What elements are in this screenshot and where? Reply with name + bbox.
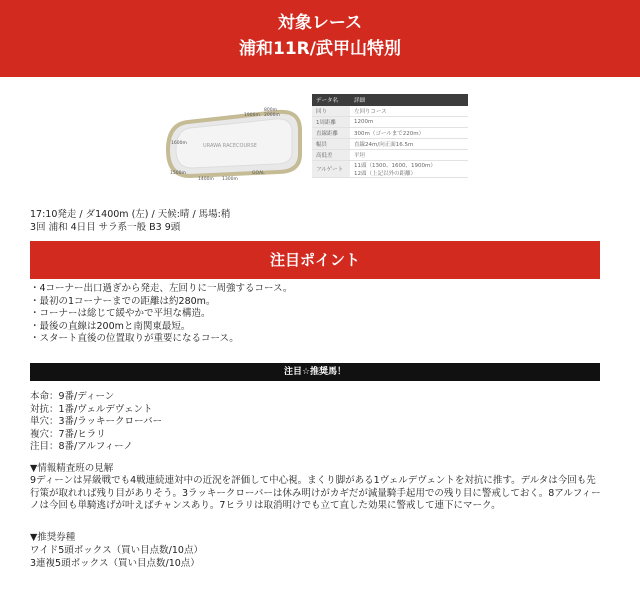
table-header-key: データ名 [312,94,350,106]
table-value-line2: 12頭（上記以外の距離） [354,171,416,177]
mark-1300: 1300m [222,177,238,182]
list-item: 単穴：3番/ラッキークローバー [30,416,163,427]
table-value: 1200m [350,117,468,128]
course-map-svg [160,100,305,188]
table-key: 回り [312,106,350,117]
table-key: 直線距離 [312,128,350,139]
picks-list [30,391,162,454]
header-title: 対象レース [277,13,363,33]
table-header-value: 詳細 [350,94,468,106]
mark-1400: 1400m [198,177,214,182]
table-key: 幅員 [312,139,350,150]
list-item: 対抗：1番/ヴェルデヴェント [30,403,153,415]
list-item: 本命：9番/ディーン [30,391,115,402]
table-row [312,128,468,139]
list-item: ワイド5頭ボックス（買い目点数/10点） [30,545,203,556]
list-item: ・スタート直後の位置取りが重要になるコース。 [30,333,239,344]
race-info-line2: 3回 浦和 4日目 サラ系一般 B3 9頭 [30,222,181,233]
list-item: 3連複5頭ボックス（買い目点数/10点） [30,557,200,569]
table-value: 左回りコース [350,106,468,117]
race-header [0,0,640,77]
table-row [312,161,468,178]
list-item: ・最初の1コーナーまでの距離は約280m。 [30,295,216,307]
table-key: フルゲート [312,161,350,178]
mark-800: 800m [264,108,277,113]
points-list [30,283,292,346]
table-row [312,139,468,150]
course-map [160,100,305,188]
race-name: 浦和11R/武甲山特別 [239,39,401,59]
table-value [350,161,468,178]
mark-1900: 1900m [244,113,260,118]
table-row [312,117,468,128]
highlight-banner: 注目ポイント [30,241,600,279]
list-item: ・コーナーは総じて緩やかで平坦な構造。 [30,308,211,319]
mark-1500: 1500m [170,171,186,176]
mark-1600: 1600m [171,141,187,146]
mark-2000: 2000m [264,113,280,118]
list-item: 注目：8番/アルフィーノ [30,441,133,452]
table-value-line1: 11頭（1300、1600、1900m） [354,163,436,169]
mark-goal: GOAL [252,171,265,176]
bets-list [30,545,203,570]
race-info-line1: 17:10発走 / ダ1400m (左) / 天候:晴 / 馬場:稍 [30,209,231,220]
picks-banner: 注目☆推奨馬！ [30,363,600,381]
table-header-row [312,94,468,106]
list-item: ・最後の直線は200mと南関東最短。 [30,320,191,332]
table-value: 直線24m/向正面16.5m [350,139,468,150]
table-value: 300m（ゴールまで220m） [350,128,468,139]
list-item: ・4コーナー出口過ぎから発走、左回りに一周強するコース。 [30,283,293,294]
analysis-title: ▼情報精査班の見解 [30,463,114,474]
bets-title: ▼推奨券種 [30,532,76,543]
table-row [312,150,468,161]
course-data-table [312,94,468,178]
race-info [30,208,230,234]
analysis-text: 9ディーンは昇級戦でも4戦連続連対中の近況を評価して中心視。まくり脚がある1ヴェルデヴェントを対抗に推す。デルタは今回も先行策が取れれば残り目がありそう。3ラッキークローバーは休み明けがカギだが減量騎手起用での残り目に警戒しておく。8アルフィーノは今回も単騎逃げが叶えばチャンスあり。7ヒラリは取消明けでも立て直した効果に警戒して連下にマーク。 [30,475,601,511]
table-value: 平坦 [350,150,468,161]
course-label: URAWA RACECOURSE [203,143,257,149]
table-row [312,106,468,117]
table-key: 高低差 [312,150,350,161]
table-key: 1周距離 [312,117,350,128]
list-item: 複穴：7番/ヒラリ [30,428,106,440]
